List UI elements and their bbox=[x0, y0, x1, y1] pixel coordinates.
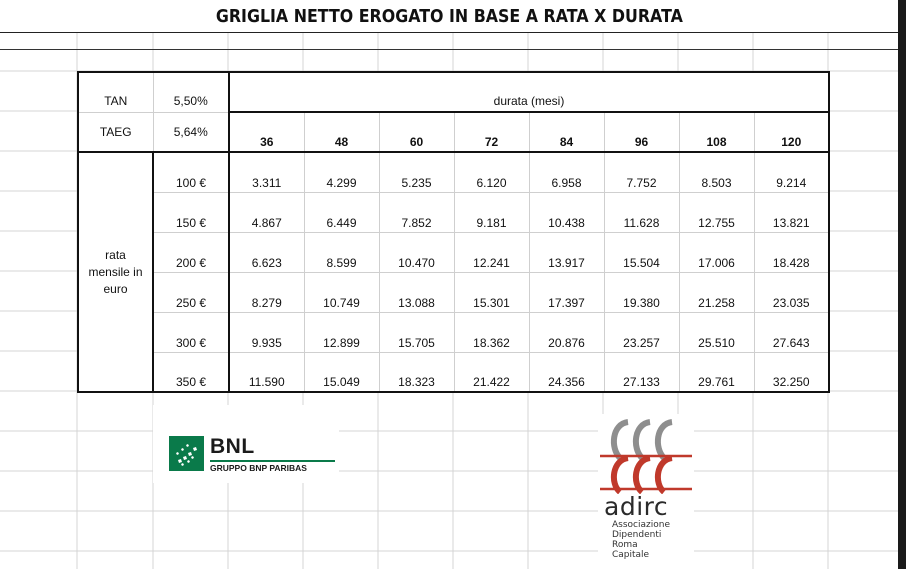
taeg-row bbox=[78, 112, 829, 152]
net-amount-cell[interactable]: 5.235 bbox=[379, 152, 454, 192]
rate-cell[interactable]: 350 € bbox=[153, 352, 229, 392]
net-amount-cell[interactable]: 18.323 bbox=[379, 352, 454, 392]
net-amount-cell[interactable]: 6.623 bbox=[229, 232, 304, 272]
net-amount-cell[interactable]: 10.438 bbox=[529, 192, 604, 232]
net-amount-cell[interactable]: 21.422 bbox=[454, 352, 529, 392]
duration-36[interactable]: 36 bbox=[229, 112, 304, 152]
table-row bbox=[78, 272, 829, 312]
adirc-subtitle-line: Associazione bbox=[612, 520, 670, 530]
rate-cell[interactable]: 200 € bbox=[153, 232, 229, 272]
table-row bbox=[78, 152, 829, 192]
title-underline bbox=[0, 32, 898, 33]
duration-header[interactable]: durata (mesi) bbox=[229, 72, 829, 112]
net-amount-cell[interactable]: 8.279 bbox=[229, 272, 304, 312]
bnl-subtitle: GRUPPO BNP PARIBAS bbox=[210, 463, 307, 473]
row-divider bbox=[0, 49, 898, 50]
net-amount-cell[interactable]: 15.705 bbox=[379, 312, 454, 352]
net-amount-cell[interactable]: 20.876 bbox=[529, 312, 604, 352]
net-amount-cell[interactable]: 18.428 bbox=[754, 232, 829, 272]
net-amount-cell[interactable]: 13.821 bbox=[754, 192, 829, 232]
window-edge bbox=[898, 0, 906, 569]
net-amount-cell[interactable]: 13.917 bbox=[529, 232, 604, 272]
net-amount-cell[interactable]: 7.752 bbox=[604, 152, 679, 192]
tan-row bbox=[78, 72, 829, 112]
net-amount-cell[interactable]: 10.470 bbox=[379, 232, 454, 272]
rate-cell[interactable]: 100 € bbox=[153, 152, 229, 192]
net-amount-cell[interactable]: 6.449 bbox=[304, 192, 379, 232]
table-row bbox=[78, 192, 829, 232]
net-amount-cell[interactable]: 4.867 bbox=[229, 192, 304, 232]
net-amount-cell[interactable]: 17.006 bbox=[679, 232, 754, 272]
title-cell[interactable] bbox=[0, 0, 898, 32]
rata-label-line: rata bbox=[105, 247, 126, 262]
rate-cell[interactable]: 150 € bbox=[153, 192, 229, 232]
adirc-subtitle-line: Capitale bbox=[612, 550, 650, 560]
adirc-emblem-icon bbox=[598, 414, 694, 494]
net-amount-cell[interactable]: 18.362 bbox=[454, 312, 529, 352]
net-amount-cell[interactable]: 12.899 bbox=[304, 312, 379, 352]
table-row bbox=[78, 312, 829, 352]
net-amount-cell[interactable]: 13.088 bbox=[379, 272, 454, 312]
net-amount-cell[interactable]: 29.761 bbox=[679, 352, 754, 392]
net-amount-cell[interactable]: 6.958 bbox=[529, 152, 604, 192]
net-amount-cell[interactable]: 27.643 bbox=[754, 312, 829, 352]
rate-cell[interactable]: 250 € bbox=[153, 272, 229, 312]
net-amount-cell[interactable]: 10.749 bbox=[304, 272, 379, 312]
net-amount-cell[interactable]: 9.214 bbox=[754, 152, 829, 192]
rate-cell[interactable]: 300 € bbox=[153, 312, 229, 352]
adirc-subtitle-line: Dipendenti bbox=[612, 530, 662, 540]
net-amount-cell[interactable]: 12.241 bbox=[454, 232, 529, 272]
table-row bbox=[78, 232, 829, 272]
duration-48[interactable]: 48 bbox=[304, 112, 379, 152]
adirc-wordmark: adirc bbox=[604, 492, 669, 521]
net-amount-cell[interactable]: 8.503 bbox=[679, 152, 754, 192]
net-amount-cell[interactable]: 11.628 bbox=[604, 192, 679, 232]
net-amount-cell[interactable]: 32.250 bbox=[754, 352, 829, 392]
adirc-logo bbox=[598, 414, 694, 569]
rata-label-line: euro bbox=[103, 281, 128, 296]
adirc-subtitle bbox=[612, 520, 670, 560]
tan-value[interactable]: 5,50% bbox=[153, 72, 229, 112]
page-title: GRIGLIA NETTO EROGATO IN BASE A RATA X DURATA bbox=[215, 5, 683, 27]
net-amount-cell[interactable]: 15.504 bbox=[604, 232, 679, 272]
net-amount-cell[interactable]: 24.356 bbox=[529, 352, 604, 392]
net-amount-cell[interactable]: 6.120 bbox=[454, 152, 529, 192]
rata-label-line: mensile in bbox=[88, 264, 143, 279]
duration-84[interactable]: 84 bbox=[529, 112, 604, 152]
net-amount-cell[interactable]: 17.397 bbox=[529, 272, 604, 312]
duration-72[interactable]: 72 bbox=[454, 112, 529, 152]
net-amount-cell[interactable]: 11.590 bbox=[229, 352, 304, 392]
bnl-rule bbox=[210, 460, 335, 462]
tan-label[interactable]: TAN bbox=[78, 72, 153, 112]
adirc-subtitle-line: Roma bbox=[612, 540, 638, 550]
net-amount-cell[interactable]: 23.257 bbox=[604, 312, 679, 352]
net-amount-cell[interactable]: 9.181 bbox=[454, 192, 529, 232]
duration-60[interactable]: 60 bbox=[379, 112, 454, 152]
bnl-wordmark: BNL bbox=[210, 435, 255, 458]
net-amount-cell[interactable]: 27.133 bbox=[604, 352, 679, 392]
net-amount-cell[interactable]: 7.852 bbox=[379, 192, 454, 232]
net-amount-cell[interactable]: 15.049 bbox=[304, 352, 379, 392]
taeg-label[interactable]: TAEG bbox=[78, 112, 153, 152]
net-amount-cell[interactable]: 23.035 bbox=[754, 272, 829, 312]
net-amount-cell[interactable]: 3.311 bbox=[229, 152, 304, 192]
net-amount-cell[interactable]: 9.935 bbox=[229, 312, 304, 352]
net-amount-cell[interactable]: 4.299 bbox=[304, 152, 379, 192]
net-amount-grid bbox=[77, 71, 830, 393]
bnl-star-icon bbox=[169, 436, 204, 471]
duration-108[interactable]: 108 bbox=[679, 112, 754, 152]
duration-120[interactable]: 120 bbox=[754, 112, 829, 152]
bnl-logo bbox=[153, 405, 339, 483]
net-amount-cell[interactable]: 8.599 bbox=[304, 232, 379, 272]
net-amount-cell[interactable]: 19.380 bbox=[604, 272, 679, 312]
net-amount-cell[interactable]: 12.755 bbox=[679, 192, 754, 232]
taeg-value[interactable]: 5,64% bbox=[153, 112, 229, 152]
net-amount-cell[interactable]: 15.301 bbox=[454, 272, 529, 312]
duration-96[interactable]: 96 bbox=[604, 112, 679, 152]
table-row bbox=[78, 352, 829, 392]
net-amount-cell[interactable]: 25.510 bbox=[679, 312, 754, 352]
net-amount-cell[interactable]: 21.258 bbox=[679, 272, 754, 312]
rata-mensile-label[interactable] bbox=[78, 152, 153, 392]
